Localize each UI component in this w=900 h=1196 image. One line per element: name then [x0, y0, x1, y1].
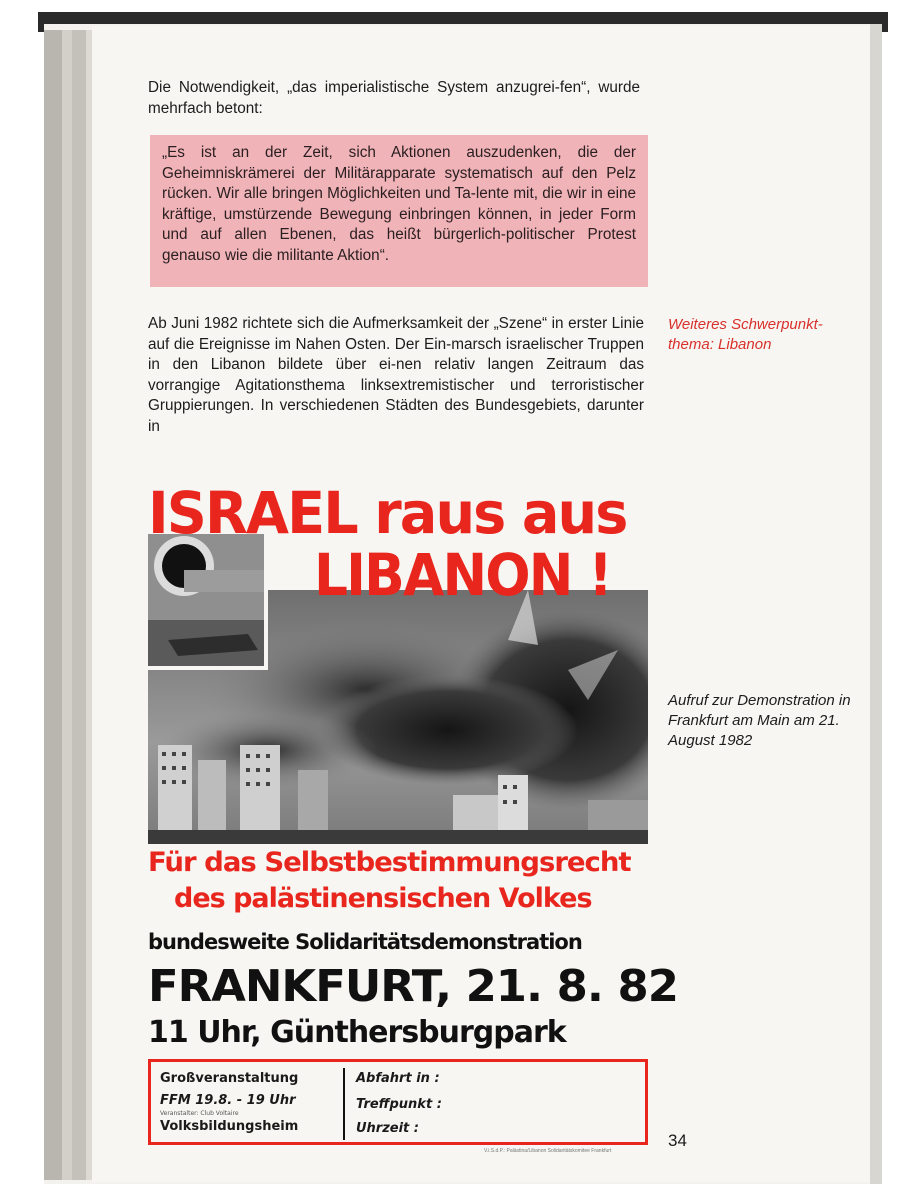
sidenote-caption: Aufruf zur Demonstration in Frankfurt am Main am 21. August 1982 [668, 692, 851, 749]
quote-paragraph: „Es ist an der Zeit, sich Aktionen auszudenken, die der Geheimniskrämerei der Militärapparate systematisch auf den Pelz rücken. Wir alle bringen Möglichkeiten und Ta-lente mit, die wir in eine kräftige, umstürzende Bewegung einbringen können, in jeder Form und auf allen Ebenen, das heißt bürgerlich-politischer Protest genauso wie die militante Aktion“. [162, 144, 636, 264]
poster-event-type: bundesweite Solidaritätsdemonstration [148, 930, 582, 954]
info-organizer: Veranstalter: Club Voltaire [160, 1110, 239, 1117]
poster-slogan-line2: des palästinensischen Volkes [174, 883, 592, 914]
poster-title-line1: ISRAEL raus aus [148, 479, 627, 547]
info-divider [343, 1068, 345, 1140]
info-event-label: Großveranstaltung [160, 1071, 299, 1086]
info-event-date: FFM 19.8. - 19 Uhr [160, 1093, 296, 1108]
poster-imprint: V.i.S.d.P.: Palästina/Libanon Solidaritätskomitee Frankfurt [484, 1148, 612, 1154]
info-time: Uhrzeit : [356, 1121, 420, 1136]
body-paragraph: Ab Juni 1982 richtete sich die Aufmerksamkeit der „Szene“ in erster Linie auf die Ereignisse im Nahen Osten. Der Ein-marsch israelischer Truppen in den Libanon bildete über ei-nen relativ langen Zeitraum das vorrangige Agitationsthema linksextremistischer und terroristischer Gruppierungen. In verschiedenen Städten des Bundesgebiets, darunter in [148, 315, 644, 435]
info-meeting-point: Treffpunkt : [356, 1097, 442, 1112]
poster-title-line2: LIBANON ! [314, 541, 611, 609]
poster-slogan-line1: Für das Selbstbestimmungsrecht [148, 847, 631, 878]
info-departure: Abfahrt in : [356, 1071, 440, 1086]
page-edge-right [870, 24, 882, 1184]
poster-time-place: 11 Uhr, Günthersburgpark [148, 1015, 566, 1050]
page-number: 34 [668, 1131, 687, 1150]
info-venue: Volksbildungsheim [160, 1119, 299, 1134]
page-edge [44, 30, 62, 1180]
intro-paragraph: Die Notwendigkeit, „das imperialistische System anzugrei-fen“, wurde mehrfach betont: [148, 79, 640, 117]
poster-city-date: FRANKFURT, 21. 8. 82 [148, 961, 678, 1012]
page-edge [72, 30, 86, 1180]
sidenote-topic: Weiteres Schwerpunkt-thema: Libanon [668, 316, 823, 353]
page-edge [62, 30, 72, 1180]
